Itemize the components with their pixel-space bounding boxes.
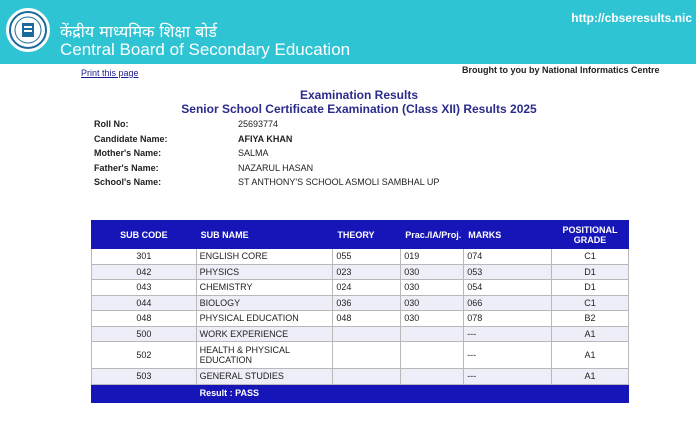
- sub-name: WORK EXPERIENCE: [196, 326, 333, 342]
- site-url: http://cbseresults.nic: [571, 11, 692, 25]
- exam-title: Senior School Certificate Examination (Class XII) Results 2025: [181, 102, 537, 116]
- col-header-grade: POSITIONAL GRADE: [552, 221, 629, 249]
- prac-marks: [401, 342, 464, 369]
- result-text: Result : PASS: [196, 384, 628, 402]
- sub-code: 043: [92, 280, 197, 296]
- sub-name: HEALTH & PHYSICAL EDUCATION: [196, 342, 333, 369]
- theory-marks: 024: [333, 280, 401, 296]
- prac-marks: 030: [401, 295, 464, 311]
- sub-code: 042: [92, 264, 197, 280]
- theory-marks: 036: [333, 295, 401, 311]
- table-row: [92, 249, 629, 265]
- mother-value: SALMA: [238, 148, 269, 158]
- name-value: AFIYA KHAN: [238, 133, 293, 144]
- grade: D1: [552, 280, 629, 296]
- board-title-english: Central Board of Secondary Education: [60, 40, 351, 59]
- theory-marks: 023: [333, 264, 401, 280]
- father-label: Father's Name:: [94, 162, 159, 173]
- sub-code: 503: [92, 369, 197, 385]
- school-row: [94, 177, 439, 192]
- table-row: [92, 264, 629, 280]
- col-header-code: SUB CODE: [92, 221, 197, 249]
- sub-name: GENERAL STUDIES: [196, 369, 333, 385]
- sub-code: 502: [92, 342, 197, 369]
- table-row: [92, 369, 629, 385]
- result-spacer: [92, 384, 197, 402]
- total-marks: 053: [464, 264, 552, 280]
- grade: C1: [552, 249, 629, 265]
- grade: B2: [552, 311, 629, 327]
- grade: A1: [552, 342, 629, 369]
- sub-name: PHYSICS: [196, 264, 333, 280]
- school-value: ST ANTHONY'S SCHOOL ASMOLI SAMBHAL UP: [238, 177, 440, 187]
- prac-marks: 030: [401, 311, 464, 327]
- prac-marks: 030: [401, 264, 464, 280]
- total-marks: 078: [464, 311, 552, 327]
- theory-marks: [333, 369, 401, 385]
- sub-code: 048: [92, 311, 197, 327]
- prac-marks: [401, 369, 464, 385]
- col-header-name: SUB NAME: [196, 221, 333, 249]
- roll-value: 25693774: [238, 119, 279, 129]
- grade: A1: [552, 369, 629, 385]
- total-marks: ---: [464, 342, 552, 369]
- table-row: [92, 342, 629, 369]
- total-marks: 054: [464, 280, 552, 296]
- grade: A1: [552, 326, 629, 342]
- mother-label: Mother's Name:: [94, 148, 162, 158]
- marks-table: [91, 220, 629, 403]
- total-marks: ---: [464, 326, 552, 342]
- table-header-row: [92, 221, 629, 249]
- candidate-info: [94, 119, 439, 192]
- total-marks: 074: [464, 249, 552, 265]
- results-title: Examination Results: [299, 88, 419, 102]
- school-label: School's Name:: [94, 177, 162, 187]
- mother-row: [94, 148, 439, 163]
- name-row: [94, 134, 439, 149]
- theory-marks: 048: [333, 311, 401, 327]
- brought-by-text: Brought to you by National Informatics Centre: [462, 65, 660, 75]
- col-header-theory: THEORY: [333, 221, 401, 249]
- sub-code: 301: [92, 249, 197, 265]
- sub-code: 500: [92, 326, 197, 342]
- col-header-marks: MARKS: [464, 221, 552, 249]
- prac-marks: 030: [401, 280, 464, 296]
- cbse-logo: [6, 8, 50, 52]
- board-title-hindi: केंद्रीय माध्यमिक शिक्षा बोर्ड: [60, 22, 217, 41]
- print-page-link[interactable]: Print this page: [81, 68, 139, 78]
- sub-name: PHYSICAL EDUCATION: [196, 311, 333, 327]
- grade: C1: [552, 295, 629, 311]
- roll-label: Roll No:: [94, 119, 129, 129]
- result-row: [92, 384, 629, 402]
- prac-marks: 019: [401, 249, 464, 265]
- prac-marks: [401, 326, 464, 342]
- table-row: [92, 326, 629, 342]
- father-value: NAZARUL HASAN: [238, 162, 314, 173]
- total-marks: ---: [464, 369, 552, 385]
- theory-marks: [333, 326, 401, 342]
- grade: D1: [552, 264, 629, 280]
- sub-name: CHEMISTRY: [196, 280, 333, 296]
- table-row: [92, 295, 629, 311]
- header-banner: [0, 0, 696, 64]
- sub-name: BIOLOGY: [196, 295, 333, 311]
- name-label: Candidate Name:: [94, 133, 168, 144]
- sub-code: 044: [92, 295, 197, 311]
- theory-marks: [333, 342, 401, 369]
- table-row: [92, 311, 629, 327]
- roll-row: [94, 119, 439, 134]
- sub-name: ENGLISH CORE: [196, 249, 333, 265]
- table-row: [92, 280, 629, 296]
- col-header-prac: Prac./IA/Proj.: [401, 221, 464, 249]
- father-row: [94, 163, 439, 178]
- theory-marks: 055: [333, 249, 401, 265]
- total-marks: 066: [464, 295, 552, 311]
